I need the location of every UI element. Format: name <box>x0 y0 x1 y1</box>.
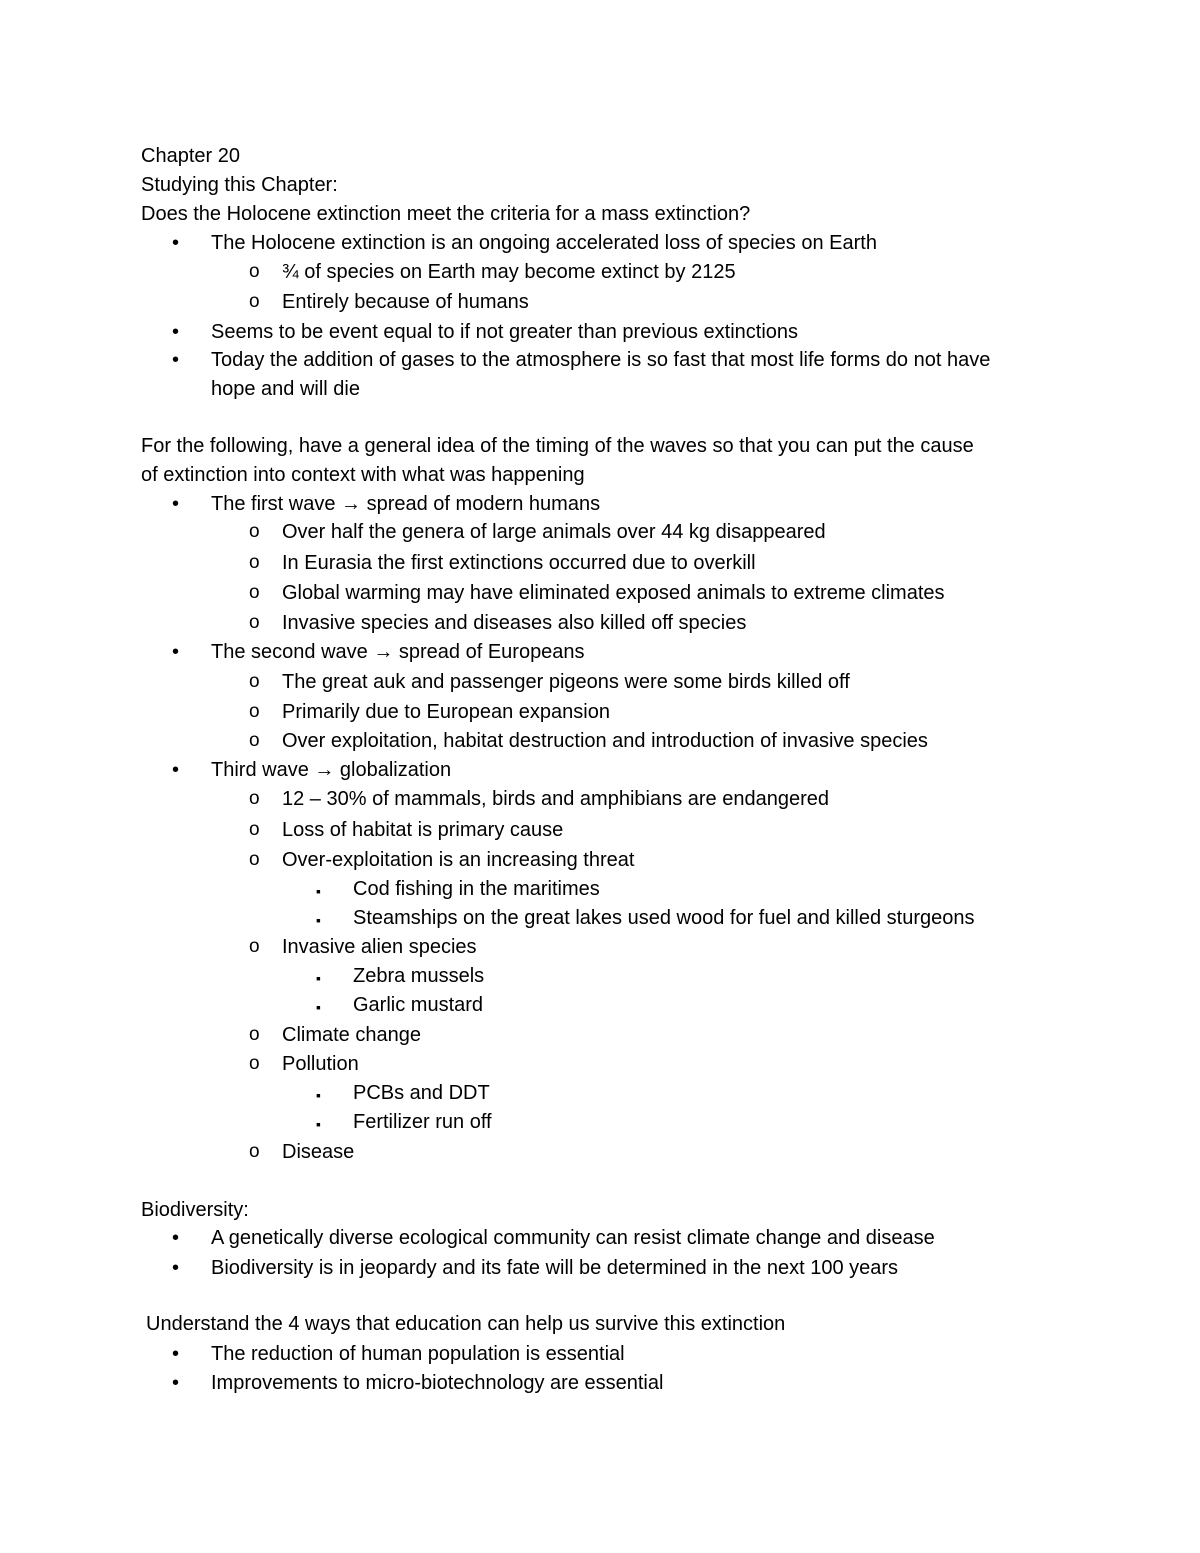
sub-list-item-text: The great auk and passenger pigeons were some birds killed off <box>282 671 850 693</box>
bullet-marker: • <box>172 493 180 515</box>
list-item-text: Seems to be event equal to if not greater than previous extinctions <box>211 321 799 343</box>
sub-list-item-text: Pollution <box>282 1053 359 1075</box>
bullet-marker: • <box>172 1257 180 1279</box>
bullet-marker: • <box>172 349 180 371</box>
sub-list-item-text: Invasive alien species <box>282 936 477 958</box>
sub-list-item-text: In Eurasia the first extinctions occurred due to overkill <box>282 552 756 574</box>
list-item-text: A genetically diverse ecological community can resist climate change and disease <box>211 1227 935 1249</box>
education-heading: Understand the 4 ways that education can help us survive this extinction <box>146 1313 786 1335</box>
sub-list-item-text: Loss of habitat is primary cause <box>282 819 564 841</box>
circle-marker: o <box>249 582 260 603</box>
bullet-marker: • <box>172 232 180 254</box>
question-heading: Does the Holocene extinction meet the criteria for a mass extinction? <box>141 203 751 225</box>
waves-intro: For the following, have a general idea of the timing of the waves so that you can put the cause <box>141 435 974 457</box>
circle-marker: o <box>249 521 260 542</box>
biodiversity-heading: Biodiversity: <box>141 1199 249 1221</box>
studying-heading: Studying this Chapter: <box>141 174 338 196</box>
sub-list-item-text: Disease <box>282 1141 355 1163</box>
circle-marker: o <box>249 671 260 692</box>
sub-sub-list-item-text: Steamships on the great lakes used wood for fuel and killed sturgeons <box>353 907 975 929</box>
sub-list-item-text: Global warming may have eliminated exposed animals to extreme climates <box>282 582 945 604</box>
list-item-text: hope and will die <box>211 378 360 400</box>
sub-list-item-text: ¾ of species on Earth may become extinct by 2125 <box>282 261 736 283</box>
list-item-text: The reduction of human population is essential <box>211 1343 625 1365</box>
sub-list-item-text: Over-exploitation is an increasing threat <box>282 849 635 871</box>
sub-list-item-text: Invasive species and diseases also killed off species <box>282 612 747 634</box>
circle-marker: o <box>249 788 260 809</box>
square-marker: ▪ <box>316 912 321 928</box>
list-item-text: Improvements to micro-biotechnology are essential <box>211 1372 664 1394</box>
circle-marker: o <box>249 291 260 312</box>
bullet-marker: • <box>172 759 180 781</box>
circle-marker: o <box>249 730 260 751</box>
sub-sub-list-item-text: Cod fishing in the maritimes <box>353 878 600 900</box>
circle-marker: o <box>249 819 260 840</box>
sub-list-item-text: 12 – 30% of mammals, birds and amphibians are endangered <box>282 788 829 810</box>
list-item-text: The Holocene extinction is an ongoing accelerated loss of species on Earth <box>211 232 877 254</box>
circle-marker: o <box>249 1141 260 1162</box>
chapter-title: Chapter 20 <box>141 145 240 167</box>
circle-marker: o <box>249 849 260 870</box>
bullet-marker: • <box>172 1372 180 1394</box>
sub-list-item-text: Climate change <box>282 1024 421 1046</box>
sub-list-item-text: Over half the genera of large animals over 44 kg disappeared <box>282 521 826 543</box>
circle-marker: o <box>249 1024 260 1045</box>
list-item-text: The first wave → spread of modern humans <box>211 493 601 515</box>
square-marker: ▪ <box>316 970 321 986</box>
sub-sub-list-item-text: PCBs and DDT <box>353 1082 490 1104</box>
sub-list-item-text: Primarily due to European expansion <box>282 701 610 723</box>
circle-marker: o <box>249 261 260 282</box>
waves-intro-continuation: of extinction into context with what was happening <box>141 464 585 486</box>
square-marker: ▪ <box>316 1087 321 1103</box>
square-marker: ▪ <box>316 883 321 899</box>
list-item-text: Biodiversity is in jeopardy and its fate will be determined in the next 100 years <box>211 1257 899 1279</box>
list-item-text: The second wave → spread of Europeans <box>211 641 585 663</box>
circle-marker: o <box>249 936 260 957</box>
list-item-text: Third wave → globalization <box>211 759 452 781</box>
list-item-text: Today the addition of gases to the atmosphere is so fast that most life forms do not have <box>211 349 991 371</box>
bullet-marker: • <box>172 1343 180 1365</box>
bullet-marker: • <box>172 1227 180 1249</box>
square-marker: ▪ <box>316 1116 321 1132</box>
circle-marker: o <box>249 552 260 573</box>
bullet-marker: • <box>172 641 180 663</box>
sub-sub-list-item-text: Garlic mustard <box>353 994 484 1016</box>
sub-list-item-text: Over exploitation, habitat destruction and introduction of invasive species <box>282 730 928 752</box>
square-marker: ▪ <box>316 999 321 1015</box>
circle-marker: o <box>249 701 260 722</box>
sub-sub-list-item-text: Fertilizer run off <box>353 1111 492 1133</box>
circle-marker: o <box>249 1053 260 1074</box>
sub-sub-list-item-text: Zebra mussels <box>353 965 485 987</box>
circle-marker: o <box>249 612 260 633</box>
bullet-marker: • <box>172 321 180 343</box>
sub-list-item-text: Entirely because of humans <box>282 291 529 313</box>
